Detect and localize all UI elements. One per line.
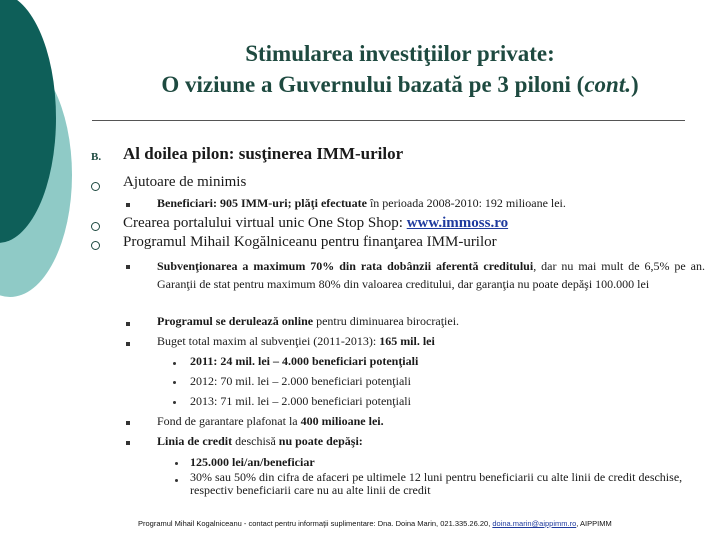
item-program: Programul Mihail Kogălniceanu pentru finanţarea IMM-urilor (123, 234, 497, 250)
title-divider (92, 120, 685, 121)
budget-year-2013: 2013: 71 mil. lei – 2.000 beneficiari potenţiali (190, 394, 411, 408)
online-detail: Programul se derulează online pentru diminuarea birocraţiei. (157, 314, 460, 328)
title-line-2: O viziune a Guvernului bazată pe 3 piloni (cont.) (161, 72, 639, 97)
credit-line-detail: Linia de credit deschisă nu poate depăşi: (157, 434, 363, 448)
budget-year-2011: 2011: 24 mil. lei – 4.000 beneficiari potenţiali (190, 354, 419, 368)
guarantee-fund-detail: Fond de garantare plafonat la 400 milioane lei. (157, 414, 384, 428)
portal-link[interactable]: www.immoss.ro (406, 215, 509, 231)
square-bullet-icon (126, 421, 130, 425)
dot-bullet-icon (173, 381, 176, 384)
dot-bullet-icon (173, 401, 176, 404)
square-bullet-icon (126, 441, 130, 445)
footer-contact: Programul Mihail Kogalniceanu - contact pentru informaţii suplimentare: Dna. Doina Marin, 021.335.26.20, doina.marin@aippimm.ro, AIPPIMM (138, 519, 612, 528)
section-heading: Al doilea pilon: susţinerea IMM-urilor (123, 144, 404, 163)
square-bullet-icon (126, 322, 130, 326)
budget-year-2012: 2012: 70 mil. lei – 2.000 beneficiari potenţiali (190, 374, 411, 388)
dot-bullet-icon (175, 462, 178, 465)
square-bullet-icon (126, 265, 130, 269)
circle-bullet-icon (91, 241, 100, 250)
square-bullet-icon (126, 203, 130, 207)
budget-detail: Buget total maxim al subvenţiei (2011-2013): 165 mil. lei (157, 334, 435, 348)
credit-limit-2: 30% sau 50% din cifra de afaceri pe ultimele 12 luni pentru beneficiarii cu alte linii de credit deschise, respectiv beneficiarii care nu au alte linii de credit (190, 470, 683, 497)
item-portal: Crearea portalului virtual unic One Stop Shop: www.immoss.ro (123, 215, 509, 231)
title-line-1: Stimularea investiţiilor private: (245, 41, 555, 66)
dot-bullet-icon (175, 479, 178, 482)
item-de-minimis: Ajutoare de minimis (123, 174, 247, 190)
contact-email-link[interactable]: doina.marin@aippimm.ro (492, 519, 577, 528)
dot-bullet-icon (173, 362, 176, 365)
slide-title (100, 38, 700, 100)
de-minimis-detail: Beneficiari: 905 IMM-uri; plăţi efectuate în perioada 2008-2010: 192 milioane lei. (157, 196, 566, 210)
square-bullet-icon (126, 342, 130, 346)
credit-limit-1: 125.000 lei/an/beneficiar (190, 455, 315, 469)
circle-bullet-icon (91, 222, 100, 231)
subsidy-detail: Subvenţionarea a maximum 70% din rata dobânzii aferentă creditului, dar nu mai mult de 6,5% pe an. Garanţii de stat pentru maximum 80% din valoarea creditului, dar garanţia nu poate depăşi 100.000 lei (157, 259, 706, 291)
circle-bullet-icon (91, 182, 100, 191)
section-marker: B. (91, 151, 102, 163)
